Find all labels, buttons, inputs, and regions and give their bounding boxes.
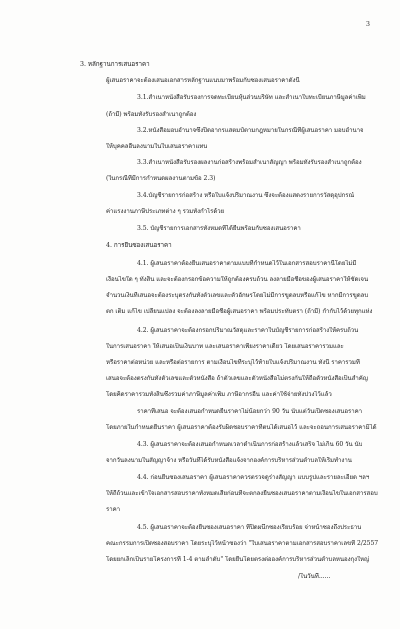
doc-line: ให้ถี่ถ้วนและเข้าใจเอกสารสอบราคาทั้งหมดเสียก่อนที่จะตกลงยื่นซองเสนอราคาตามเงื่อนไขในเอกสารสอบ [106,490,378,497]
doc-line: เงื่อนไขใด ๆ ทั้งสิ้น และจะต้องกรอกข้อความให้ถูกต้องครบถ้วน ลงลายมือชื่อของผู้เสนอราคาให้ชัดเจน [106,276,369,283]
doc-line: 3.5. บัญชีรายการเอกสารทั้งหมดที่ได้ยื่นพร้อมกับซองเสนอราคา [137,225,301,232]
doc-line: 4.2. ผู้เสนอราคาจะต้องกรอกปริมาณวัสดุและราคาในบัญชีรายการก่อสร้างให้ครบถ้วน [137,327,359,334]
doc-line: 4.3. ผู้เสนอราคาจะต้องเสนอกำหนดเวลาดำเนินการก่อสร้างแล้วเสร็จ ไม่เกิน 60 วัน นับ [137,441,363,448]
doc-line: ในการเสนอราคา ให้เสนอเป็นเงินบาท และเสนอราคาเพียงราคาเดียว โดยเสนอราคารวมและ [106,343,344,350]
doc-line: ให้บุคคลอื่นลงนามในใบเสนอราคาแทน [106,143,208,150]
doc-line: ราคาที่เสนอ จะต้องเสนอกำหนดยืนราคาไม่น้อยกว่า 90 วัน นับแต่วันเปิดซองเสนอราคา [137,408,362,415]
doc-line: (ถ้ามี) พร้อมทั้งรับรองสำเนาถูกต้อง [106,111,197,118]
doc-line: 4.5. ผู้เสนอราคาจะต้องยื่นซองเสนอราคา ที่ปิดผนึกซองเรียบร้อย จ่าหน้าซองถึงประธาน [137,524,362,531]
doc-line: โดยยกเลิกเป็นรายโครงการที่ 1-4 ตามลำดับ" โดยยื่นโดยตรงต่อองค์การบริหารส่วนตำบลหนองกุงใหญ่ [106,556,370,563]
doc-line: คณะกรรมการเปิดซองสอบราคา โดยระบุไว้หน้าซองว่า "ใบเสนอราคาตามเอกสารสอบราคาเลขที่ 2/2557 [106,540,379,547]
doc-line: ตก เติม แก้ไข เปลี่ยนแปลง จะต้องลงลายมือชื่อผู้เสนอราคา พร้อมประทับตรา (ถ้ามี) กำกับไว้ด้วยทุกแห่ง [106,308,373,315]
doc-line: (ในกรณีที่มีการกำหนดผลงานตามข้อ 2.3) [106,175,216,182]
doc-line: จากวันลงนามในสัญญาจ้าง หรือวันที่ได้รับหนังสือแจ้งจากองค์การบริหารส่วนตำบลให้เริ่มทำงาน [106,457,352,464]
doc-line: 4. การยื่นซองเสนอราคา [106,242,172,249]
doc-line: /ในวันที่...... [298,573,331,580]
doc-line: 3.1.สำเนาหนังสือรับรองการจดทะเบียนหุ้นส่วนบริษัท และสำเนาใบทะเบียนภาษีมูลค่าเพิ่ม [137,94,366,101]
doc-line: 4.1. ผู้เสนอราคาต้องยื่นเสนอราคาตามแบบที่กำหนดไว้ในเอกสารสอบราคานี้โดยไม่มี [137,260,357,267]
page-number: 3 [365,20,370,28]
doc-line: 3. หลักฐานการเสนอราคา [80,61,150,68]
doc-line: 3.3.สำเนาหนังสือรับรองผลงานก่อสร้างพร้อมสำเนาสัญญา พร้อมทั้งรับรองสำเนาถูกต้อง [137,159,362,166]
doc-line: 3.4.บัญชีรายการก่อสร้าง หรือใบแจ้งปริมาณงาน ซึ่งจะต้องแสดงรายการวัสดุอุปกรณ์ [137,192,355,199]
doc-line: หรือราคาต่อหน่วย และหรือต่อรายการ ตามเงื่อนไขที่ระบุไว้ท้ายใบแจ้งปริมาณงาน ทั้งนี้ ราคารวมที่ [106,359,360,366]
doc-line: ผู้เสนอราคาจะต้องเสนอเอกสารหลักฐานแนบมาพร้อมกับซองเสนอราคาดังนี้ [106,77,300,84]
doc-line: ราคา [106,506,120,513]
doc-line: 3.2.หนังสือมอบอำนาจซึ่งปิดอากรแสตมป์ตามกฎหมายในกรณีที่ผู้เสนอราคา มอบอำนาจ [137,127,364,134]
doc-line: 4.4. ก่อนยื่นซองเสนอราคา ผู้เสนอราคาควรตรวจดูร่างสัญญา แบบรูปและรายละเอียด ฯลฯ [137,474,370,481]
doc-line: ค่าแรงงานภาษีประเภทต่าง ๆ รวมทั้งกำไรด้วย [106,208,225,215]
doc-line: โดยภายในกำหนดยืนราคา ผู้เสนอราคาต้องรับผิดชอบราคาที่ตนได้เสนอไว้ และจะถอนการเสนอราคามิได้ [106,424,377,431]
doc-line: จำนวนเงินที่เสนอจะต้องระบุตรงกันทั้งตัวเลขและตัวอักษรโดยไม่มีการขูดลบหรือแก้ไข หากมีการขูดลบ [106,292,369,299]
doc-line: เสนอจะต้องตรงกันทั้งตัวเลขและตัวหนังสือ ถ้าตัวเลขและตัวหนังสือไม่ตรงกันให้ถือตัวหนังสือเป็นสำคัญ [106,375,368,382]
doc-line: โดยคิดราคารวมทั้งสิ้นซึ่งรวมค่าภาษีมูลค่าเพิ่ม ภาษีอากรอื่น และค่าใช้จ่ายทั้งปวงไว้แล้ว [106,391,332,398]
